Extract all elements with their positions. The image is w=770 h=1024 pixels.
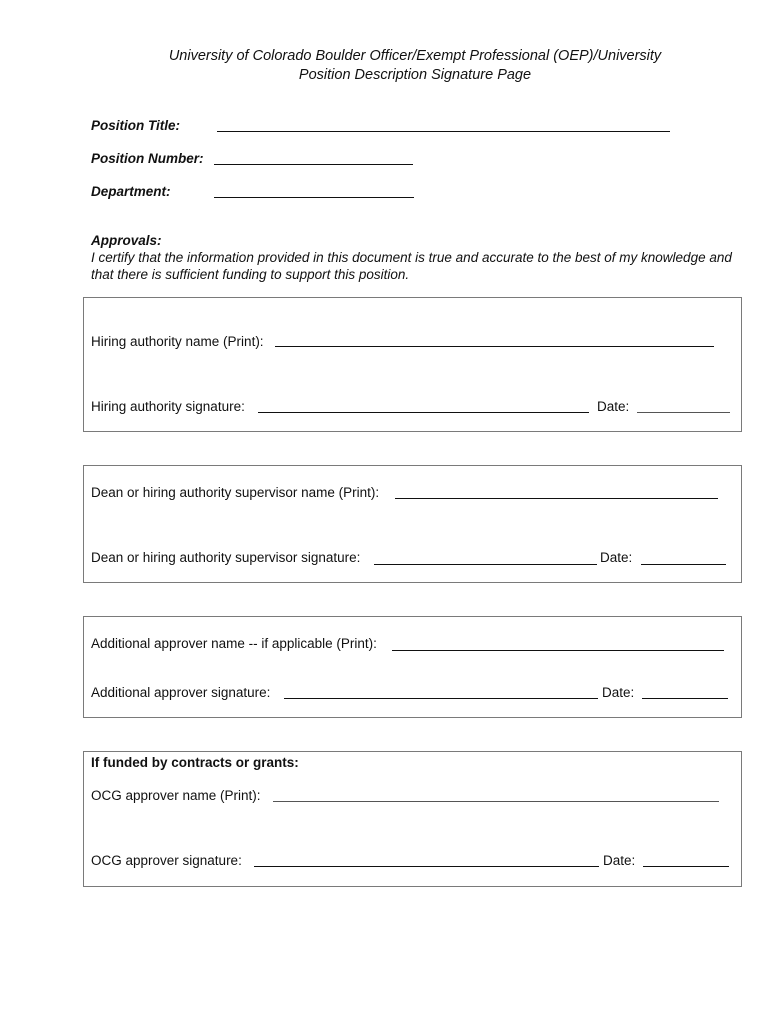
certification-statement: I certify that the information provided in this document is true and accurate to the best of my knowledge and that there is sufficient funding to support this position. bbox=[91, 250, 732, 282]
position-number-field[interactable] bbox=[214, 164, 413, 165]
hiring-authority-date-label: Date: bbox=[597, 399, 630, 414]
dean-name-field[interactable] bbox=[395, 498, 718, 499]
hiring-authority-signature-field[interactable] bbox=[258, 412, 589, 413]
ocg-box bbox=[83, 751, 742, 887]
position-title-label: Position Title: bbox=[91, 118, 181, 133]
position-number-label: Position Number: bbox=[91, 151, 204, 166]
ocg-approver-name-label: OCG approver name (Print): bbox=[91, 788, 261, 803]
department-field[interactable] bbox=[214, 197, 414, 198]
hiring-authority-date-field[interactable] bbox=[637, 412, 730, 413]
additional-approver-signature-label: Additional approver signature: bbox=[91, 685, 271, 700]
department-label: Department: bbox=[91, 184, 171, 199]
dean-box bbox=[83, 465, 742, 583]
ocg-approver-signature-label: OCG approver signature: bbox=[91, 853, 242, 868]
additional-approver-signature-field[interactable] bbox=[284, 698, 598, 699]
hiring-authority-name-field[interactable] bbox=[275, 346, 714, 347]
ocg-section-heading: If funded by contracts or grants: bbox=[91, 755, 299, 770]
ocg-approver-date-field[interactable] bbox=[643, 866, 729, 867]
dean-date-label: Date: bbox=[600, 550, 633, 565]
document-title-line-1: University of Colorado Boulder Officer/Exempt Professional (OEP)/University bbox=[168, 48, 662, 64]
dean-signature-label: Dean or hiring authority supervisor signature: bbox=[91, 550, 361, 565]
additional-approver-name-field[interactable] bbox=[392, 650, 724, 651]
position-title-field[interactable] bbox=[217, 131, 670, 132]
hiring-authority-box bbox=[83, 297, 742, 432]
dean-signature-field[interactable] bbox=[374, 564, 597, 565]
hiring-authority-name-label: Hiring authority name (Print): bbox=[91, 334, 264, 349]
dean-date-field[interactable] bbox=[641, 564, 726, 565]
document-title-line-2: Position Description Signature Page bbox=[298, 67, 532, 83]
hiring-authority-signature-label: Hiring authority signature: bbox=[91, 399, 245, 414]
additional-approver-name-label: Additional approver name -- if applicable (Print): bbox=[91, 636, 377, 651]
additional-approver-date-label: Date: bbox=[602, 685, 635, 700]
ocg-approver-date-label: Date: bbox=[603, 853, 636, 868]
approvals-heading: Approvals: bbox=[91, 233, 162, 248]
ocg-approver-name-field[interactable] bbox=[273, 801, 719, 802]
ocg-approver-signature-field[interactable] bbox=[254, 866, 599, 867]
dean-name-label: Dean or hiring authority supervisor name (Print): bbox=[91, 485, 380, 500]
additional-approver-box bbox=[83, 616, 742, 718]
additional-approver-date-field[interactable] bbox=[642, 698, 728, 699]
